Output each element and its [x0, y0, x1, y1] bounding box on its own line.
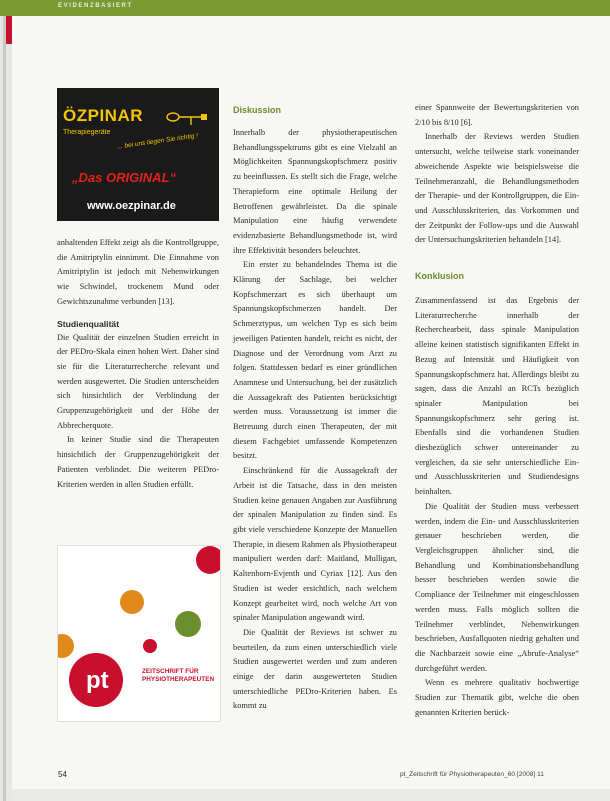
section-heading-studienqualitaet: Studienqualität	[57, 318, 120, 329]
page-number: 54	[58, 770, 67, 779]
ad-tagline: Therapiegeräte	[63, 129, 111, 136]
pt-journal-advertisement[interactable]	[57, 545, 221, 722]
ad-url-link[interactable]: www.oezpinar.de	[87, 200, 176, 212]
oezpinar-advertisement[interactable]	[57, 88, 219, 221]
paragraph: Innerhalb der physiotherapeutischen Behandlungsspektrums gibt es eine Vielzahl an Möglichkeiten Spannungskopfschmerz positiv zu beeinflussen. Es stellt sich die Frage, welche Therapieform eine optimale Heilung der Betroffenen gewährleistet. Da die spinale Manipulation eine häufig verwendete evidenzbasierte Behandlungsmethode ist, wird ihre Effektivität besonders beleuchtet.	[233, 128, 397, 255]
paragraph: In keiner Studie sind die Therapeuten hinsichtlich der Gruppenzugehörigkeit der Patienten verblindet. Die weiteren PEDro-Kriterien werden in allen Studien erfüllt.	[57, 435, 219, 489]
section-heading-diskussion: Diskussion	[233, 105, 282, 115]
ad-brand: ÖZPINAR	[63, 106, 143, 125]
paragraph: Die Qualität der einzelnen Studien erreicht in der PEDro-Skala einen hohen Wert. Daher sind sie für die Literaturrecherche relevant und werden ausgewertet. Die Studien unterscheiden sich hinsichtlich der Verblindung der Gruppenzugehörigkeit und der Höhe der Abbrecherquote.	[57, 332, 219, 430]
column-3	[415, 101, 579, 720]
paragraph: Ein erster zu behandelndes Thema ist die Klärung der Sachlage, bei welcher Kopfschmerzart es sich überhaupt um Spannungskopfschmerzen handelt. Der Schmerztypus, um welchen Typ es sich beim jeweiligen Patienten handelt, reicht es nicht, der Diagnose und der Verordnung vom Arzt zu folgen. Stattdessen bedarf es einer gründlichen Anamnese und Untersuchung, bei der zusätzlich die Aussagekraft des Patienten berücksichtigt werden muss. Voraussetzung ist immer die Betreuung durch einen Therapeuten, der mit diesem Fachgebiet umfassende Kompetenzen besitzt.	[233, 260, 397, 461]
page-edge	[0, 0, 12, 801]
section-heading-konklusion: Konklusion	[415, 271, 464, 282]
pt-logo: pt	[86, 667, 109, 694]
section-label: EVIDENZBASIERT	[58, 3, 133, 9]
paragraph: anhaltenden Effekt zeigt als die Kontrollgruppe, die Amitriptylin einnimmt. Die Einnahme von Amitriptylin ist jedoch mit Nebenwirkungen wie Schwindel, trockenem Mund oder Gewichtszunahme verbunden [13].	[57, 238, 219, 306]
paragraph: Zusammenfassend ist das Ergebnis der Literaturrecherche innerhalb der Recherchearbeit, dass spinale Manipulation alleine keinen statistisch signifikanten Effekt in Bezug auf Intensität und Häufigkeit von Spannungskopfschmerz hat. Allerdings bleibt zu sagen, dass die Anzahl an RCTs bezüglich spinaler Manipulation bei Spannungskopfschmerz sehr gering ist. Ebenfalls sind die vorhandenen Studien diesbezüglich schwer untereinander zu vergleichen, da sie sehr unterschiedliche Ein- und Ausschlusskriterien und Studiendesigns beinhalten.	[415, 296, 579, 497]
paragraph: Die Qualität der Reviews ist schwer zu beurteilen, da zum einen unterschiedlich viele Studien ausgewertet werden und zum anderen einige der darin ausgewerteten Studien unterschiedliche PEDro-Kriterien haben. Es kommt zu	[233, 627, 397, 711]
paragraph: Wenn es mehrere qualitativ hochwertige Studien zur Thematik gibt, welche die oben genannten Kriterien berück-	[415, 678, 579, 717]
red-edge-marker	[6, 14, 12, 44]
paragraph: einer Spannweite der Bewertungskriterien von 2/10 bis 8/10 [6].	[415, 103, 579, 127]
page-bottom-strip	[12, 789, 610, 801]
paragraph: Einschränkend für die Aussagekraft der Arbeit ist die Tatsache, dass in den meisten Studien keine genauen Angaben zur Ausführung der spinalen Manipulation zu finden sind. Es gibt viele verschiedene Konzepte der Manuellen Therapie, in diesem Rahmen als Physiotherapeut manipuliert werden darf: Maitland, Mulligan, Kaltenborn-Evjenth und Cyriax [12]. Aus den Studien ist weder ersichtlich, nach welchem Konzept gearbeitet wird, noch welche Art von spinaler Manipulation angewandt wird.	[233, 466, 397, 623]
binding-shadow	[3, 0, 6, 801]
ad-original-label: „Das ORIGINAL“	[72, 170, 177, 185]
header-band	[0, 0, 610, 16]
ad-slogan: ... bei uns liegen Sie richtig !	[116, 132, 199, 151]
paragraph: Die Qualität der Studien muss verbessert werden, indem die Ein- und Ausschlusskriterien genauer beschrieben werden, die Vergleichsgruppen ähnlicher sind, die Behandlung und Kombinationsbehandlung besser beschrieben werden sowie die Compliance der Teilnehmer mit eingeschlossen werden muss. Falls möglich sollten die Teilnehmer verblindet, Nebenwirkungen beschrieben, Ausfallquoten niedrig gehalten und die Nachbarzeit sowie eine „Abrufe-Analyse“ durchgeführt werden.	[415, 501, 579, 673]
column-1	[57, 236, 219, 492]
column-2	[233, 104, 397, 714]
journal-footer: pt_Zeitschrift für Physiotherapeuten_60 [2008] 11	[400, 771, 544, 778]
journal-caption: ZEITSCHRIFT FÜR PHYSIOTHERAPEUTEN	[142, 668, 215, 683]
paragraph: Innerhalb der Reviews werden Studien untersucht, welche teilweise stark voneinander abweichende Aspekte wie beispielsweise die Teilnehmeranzahl, die Behandlungsmethoden der Therapie- und der Kontrollgruppen, die Ein- und Ausschlusskriterien, das Vorkommen und der Zeitpunkt der Follow-ups und die Auswahl der Untersuchungskriterien behandeln [14].	[415, 132, 579, 245]
therapy-device-icon	[161, 108, 211, 126]
decorative-dots	[58, 546, 220, 721]
